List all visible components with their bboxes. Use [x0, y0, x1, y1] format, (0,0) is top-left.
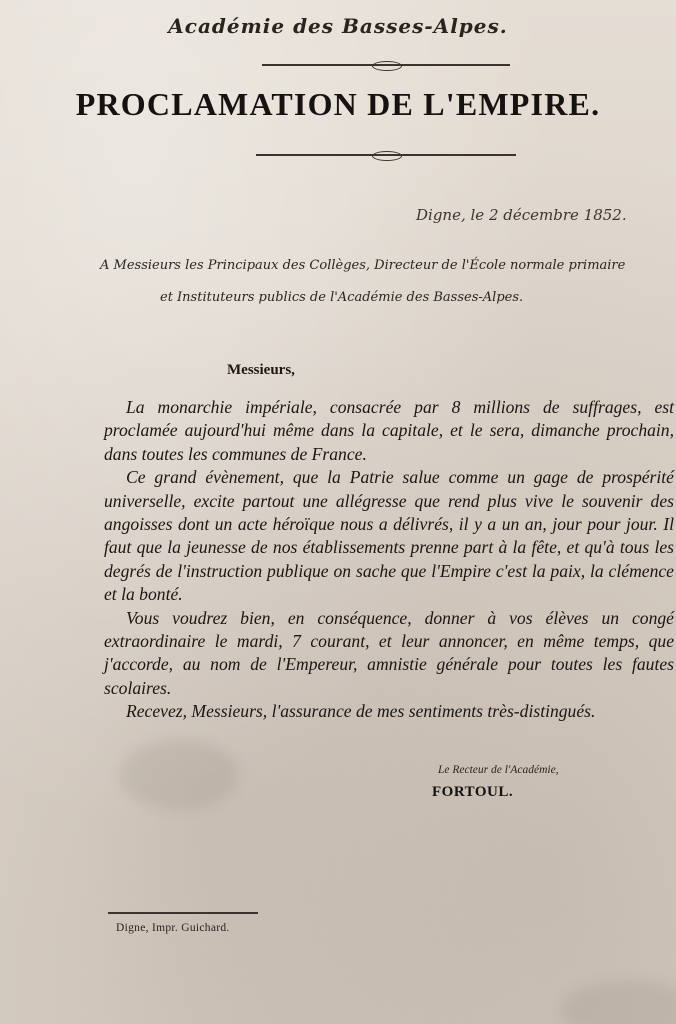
- printer-imprint: Digne, Impr. Guichard.: [116, 922, 230, 934]
- paragraph-4: Recevez, Messieurs, l'assurance de mes sentiments très-distingués.: [126, 701, 596, 722]
- imprint-rule: [108, 912, 258, 914]
- proclamation-title: PROCLAMATION DE L'EMPIRE.: [75, 86, 601, 122]
- salutation: Messieurs,: [227, 362, 295, 378]
- paragraph-3: Vous voudrez bien, en conséquence, donner à vos élèves un congé extraordinaire le mardi, 7 courant, et leur annoncer, en même temps, que j'accorde, au nom de l'Empereur, amnistie générale pour toutes les fautes scolaires.: [104, 607, 674, 698]
- letter-date: Digne, le 2 décembre 1852.: [416, 206, 627, 224]
- paper-stain: [560, 980, 676, 1024]
- signer-title: Le Recteur de l'Académie,: [438, 764, 559, 776]
- letter-body: [104, 396, 674, 724]
- signer-name: FORTOUL.: [432, 784, 514, 800]
- paper-stain: [120, 740, 240, 810]
- ornamental-rule-top: [262, 64, 510, 66]
- paragraph-2: Ce grand évènement, que la Patrie salue comme un gage de prospérité universelle, excite partout une allégresse que rend plus vive le souvenir des angoisses dont un acte héroïque nous a délivrés, il y a un an, jour pour jour. Il faut que la jeunesse de nos établissements prenne part à la fête, et qu'à tous les degrés de l'instruction publique on sache que l'Empire c'est la paix, la clémence et la bonté.: [104, 467, 674, 605]
- academie-heading: Académie des Basses-Alpes.: [168, 14, 508, 38]
- address-line-1: A Messieurs les Principaux des Collèges, Directeur de l'École normale primaire: [100, 258, 626, 273]
- ornamental-rule-bottom: [256, 154, 516, 156]
- address-line-2: et Instituteurs publics de l'Académie des Basses-Alpes.: [160, 290, 524, 305]
- paragraph-1: La monarchie impériale, consacrée par 8 millions de suffrages, est proclamée aujourd'hui même dans la capitale, et le sera, dimanche prochain, dans toutes les communes de France.: [104, 397, 674, 464]
